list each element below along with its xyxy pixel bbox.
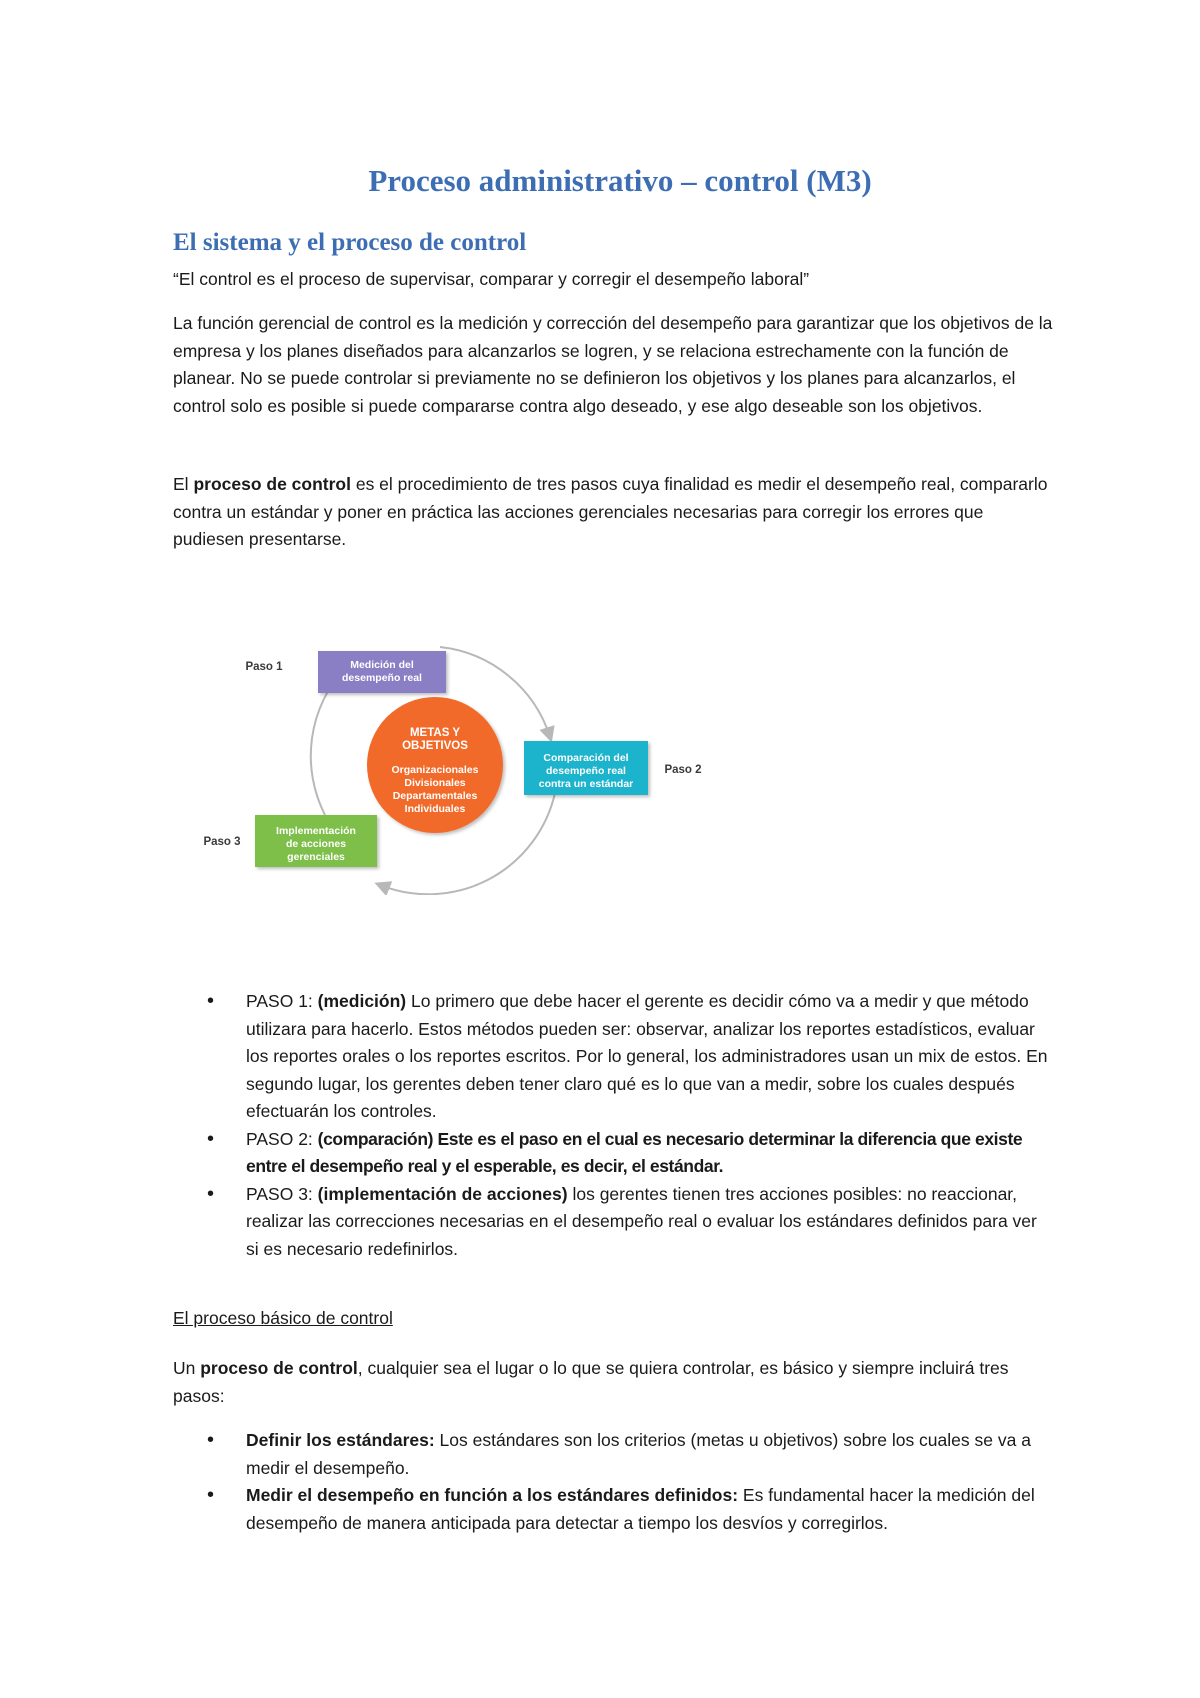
section-heading: El sistema y el proceso de control xyxy=(173,229,527,256)
basic-paragraph-bold: proceso de control xyxy=(200,1358,358,1378)
step2-label: Paso 2 xyxy=(664,764,702,776)
criteria-bold: Medir el desempeño en función a los estándares definidos: xyxy=(246,1485,739,1505)
definition-quote: “El control es el proceso de supervisar, comparar y corregir el desempeño laboral” xyxy=(173,269,810,289)
process-paragraph-start: El xyxy=(173,474,194,494)
center-title-line-2: OBJETIVOS xyxy=(402,740,468,752)
step2-box-line: contra un estándar xyxy=(538,778,634,790)
step3-box-line: gerenciales xyxy=(287,851,345,863)
list-item xyxy=(173,1126,1053,1181)
step-prefix: PASO 3: xyxy=(246,1183,318,1204)
list-item xyxy=(173,1427,1053,1482)
step-prefix: PASO 1: xyxy=(246,991,318,1011)
process-paragraph-bold: proceso de control xyxy=(193,474,351,494)
step1-box-line: Medición del xyxy=(350,659,414,671)
step-prefix: PASO 2: xyxy=(246,1128,318,1149)
step1-label: Paso 1 xyxy=(245,661,283,673)
step-text: Lo primero que debe hacer el gerente es decidir cómo va a medir y que método utilizara para hacerlo. Estos métodos pueden ser: observar, analizar los reportes estadísticos, evaluar los reportes orales o los reportes escritos. Por lo general, los administradores usan un mix de estos. En segundo lugar, los gerentes deben tener claro qué es lo que van a medir, sobre los cuales después efectuarán los controles. xyxy=(246,991,1048,1121)
document-title: Proceso administrativo – control (M3) xyxy=(368,163,872,198)
step-text: los gerentes tienen tres acciones posibles: no reaccionar, realizar las correcciones necesarias en el desempeño real o evaluar los estándares definidos para ver si es necesario redefinirlos. xyxy=(246,1183,1037,1259)
step2-box-line: Comparación del xyxy=(543,752,629,764)
center-item: Divisionales xyxy=(404,777,466,789)
process-paragraph-end: es el procedimiento de tres pasos cuya finalidad es medir el desempeño real, compararlo contra un estándar y poner en práctica las acciones gerenciales necesarias para corregir los errores que pudiesen presentarse. xyxy=(173,474,1048,549)
step2-box-line: desempeño real xyxy=(546,765,626,777)
steps-list xyxy=(173,988,1053,1263)
control-process-diagram xyxy=(180,625,740,895)
basic-paragraph-start: Un xyxy=(173,1358,201,1378)
center-item: Individuales xyxy=(404,803,466,815)
center-item: Departamentales xyxy=(392,790,478,802)
criteria-bold: Definir los estándares: xyxy=(246,1430,435,1450)
intro-paragraph: La función gerencial de control es la medición y corrección del desempeño para garantizar que los objetivos de la empresa y los planes diseñados para alcanzarlos se logren, y se relaciona estrechamente con la función de planear. No se puede controlar si previamente no se definieron los objetivos y los planes para alcanzarlos, el control solo es posible si puede compararse contra algo deseado, y ese algo deseable son los objetivos. xyxy=(173,313,1053,416)
step3-box-line: de acciones xyxy=(285,838,347,850)
list-item xyxy=(173,988,1053,1126)
basic-process-paragraph xyxy=(173,1355,1053,1410)
criteria-text: Los estándares son los criterios (metas u objetivos) sobre los cuales se va a medir el desempeño. xyxy=(246,1430,1031,1478)
step1-box-line: desempeño real xyxy=(342,672,422,684)
center-title-line-1: METAS Y xyxy=(409,727,461,739)
step3-label: Paso 3 xyxy=(203,836,241,848)
step3-box-line: Implementación xyxy=(276,825,356,837)
step-bold: (medición) xyxy=(317,991,407,1011)
list-item xyxy=(173,1482,1053,1537)
step-bold: (comparación) Este es el paso en el cual es necesario determinar la diferencia que existe entre el desempeño real y el esperable, es decir, el estándar. xyxy=(246,1128,1023,1176)
basic-paragraph-end: , cualquier sea el lugar o lo que se quiera controlar, es básico y siempre incluirá tres pasos: xyxy=(173,1358,1009,1406)
list-item xyxy=(173,1181,1053,1264)
center-item: Organizacionales xyxy=(391,764,479,776)
step-bold: (implementación de acciones) xyxy=(317,1183,568,1204)
subheading: El proceso básico de control xyxy=(173,1308,393,1328)
criteria-text: Es fundamental hacer la medición del desempeño de manera anticipada para detectar a tiempo los desvíos y corregirlos. xyxy=(246,1485,1035,1533)
criteria-list xyxy=(173,1427,1053,1537)
process-paragraph xyxy=(173,471,1053,554)
